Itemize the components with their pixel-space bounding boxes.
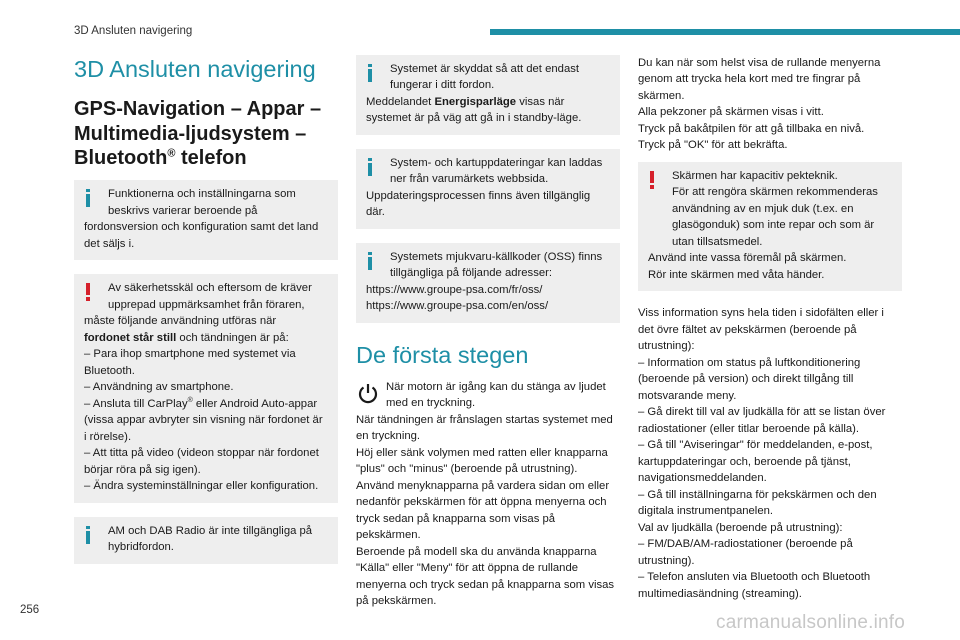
section-subtitle: GPS-Navigation – Appar – Multimedia-ljudsystem – Bluetooth® telefon xyxy=(74,98,322,169)
list-item: – Information om status på luftkonditionering (beroende på version) och direkt tillgång till motsvarande meny. xyxy=(638,356,861,402)
paragraph: Använd menyknapparna på vardera sidan om eller nedanför pekskärmen för att öppna menyerna och tryck sedan på knapparna som visas på pekskärmen. xyxy=(356,479,610,542)
header-accent-bar xyxy=(490,29,960,35)
info-box: System- och kartuppdateringar kan laddas ner från varumärkets webbsida. Uppdateringsprocessen finns även tillgänglig där. xyxy=(356,149,620,229)
list-item: – Gå till inställningarna för pekskärmen och den digitala instrumentpanelen. xyxy=(638,488,877,518)
info-box: Funktionerna och inställningarna som beskrivs varierar beroende på fordonsversion och konfiguration samt det land det säljs i. xyxy=(74,180,338,260)
list-item: – Gå direkt till val av ljudkälla för att se listan över radiostationer (eller titlar beroende på källa). xyxy=(638,406,886,435)
paragraph: Höj eller sänk volymen med ratten eller knapparna "plus" och "minus" (beroende på utrustning). xyxy=(356,446,608,476)
info-box: Systemet är skyddat så att det endast fungerar i ditt fordon. Meddelandet Energisparläge visas när systemet är på väg att gå in i standby-läge. xyxy=(356,55,620,135)
oss-link-en[interactable]: https://www.groupe-psa.com/en/oss/ xyxy=(366,300,549,313)
column-3 xyxy=(638,55,902,602)
paragraph: Alla pekzoner på skärmen visas i vitt. xyxy=(638,106,824,119)
info-icon xyxy=(366,158,374,176)
paragraph: När tändningen är frånslagen startas systemet med en tryckning. xyxy=(356,413,613,443)
paragraph: Du kan när som helst visa de rullande menyerna genom att trycka hela kort med tre fingrar på skärmen. xyxy=(638,57,881,102)
page-title: 3D Ansluten navigering xyxy=(74,56,316,82)
warning-box: Skärmen har kapacitiv pekteknik. För att rengöra skärmen rekommenderas användning av en mjuk duk (t.ex. en glasögonduk) som inte repar och som är utan tillsatsmedel. Använd inte vassa föremål på skärmen. Rör inte skärmen med våta händer. xyxy=(638,162,902,291)
info-box: Systemets mjukvaru-källkoder (OSS) finns tillgängliga på följande adresser: https://www.groupe-psa.com/fr/oss/ https://www.groupe-psa.com/en/oss/ xyxy=(356,243,620,323)
warning-icon xyxy=(84,283,92,301)
page-number: 256 xyxy=(20,604,40,616)
info-icon xyxy=(366,252,374,270)
power-paragraph: När motorn är igång kan du stänga av ljudet med en tryckning. xyxy=(356,379,620,412)
watermark: carmanualsonline.info xyxy=(716,612,906,633)
list-item: – Gå till "Aviseringar" för meddelanden, e-post, kartuppdateringar och, beroende på tjänst, navigationsmeddelanden. xyxy=(638,439,873,485)
oss-link-fr[interactable]: https://www.groupe-psa.com/fr/oss/ xyxy=(366,283,543,296)
warning-box: Av säkerhetsskäl och eftersom de kräver upprepad uppmärksamhet från föraren, måste följande användning utföras när fordonet står still och tändningen är på: – Para ihop smartphone med systemet via Bluetooth. – Användning av smartphone. – Ansluta till CarPlay® eller Android Auto-appar (vissa appar avbryter sin visning när fordonet är i rörelse). – Att titta på video (videon stoppar när fordonet börjar röra på sig igen). – Ändra systeminställningar eller konfiguration. xyxy=(74,274,338,502)
section-title: De första stegen xyxy=(356,341,529,368)
column-2 xyxy=(356,55,620,610)
paragraph: Tryck på bakåtpilen för att gå tillbaka en nivå. xyxy=(638,122,865,135)
power-icon xyxy=(356,381,380,405)
paragraph: Val av ljudkälla (beroende på utrustning): xyxy=(638,521,843,534)
info-icon xyxy=(366,64,374,82)
info-icon xyxy=(84,526,92,544)
info-icon xyxy=(84,189,92,207)
list-item: – Telefon ansluten via Bluetooth och Bluetooth multimediasändning (streaming). xyxy=(638,571,871,600)
warning-icon xyxy=(648,171,656,189)
info-box: AM och DAB Radio är inte tillgängliga på hybridfordon. xyxy=(74,517,338,564)
list-item: – FM/DAB/AM-radiostationer (beroende på utrustning). xyxy=(638,538,853,567)
paragraph: Viss information syns hela tiden i sidofälten eller i det övre fältet av pekskärmen (beroende på utrustning): xyxy=(638,307,884,353)
running-head: 3D Ansluten navigering xyxy=(74,25,193,37)
paragraph: Tryck på "OK" för att bekräfta. xyxy=(638,139,788,152)
paragraph: Beroende på modell ska du använda knapparna "Källa" eller "Meny" för att öppna de rullande menyerna och tryck sedan på knapparna som visas på pekskärmen. xyxy=(356,545,615,608)
column-1 xyxy=(74,55,338,578)
